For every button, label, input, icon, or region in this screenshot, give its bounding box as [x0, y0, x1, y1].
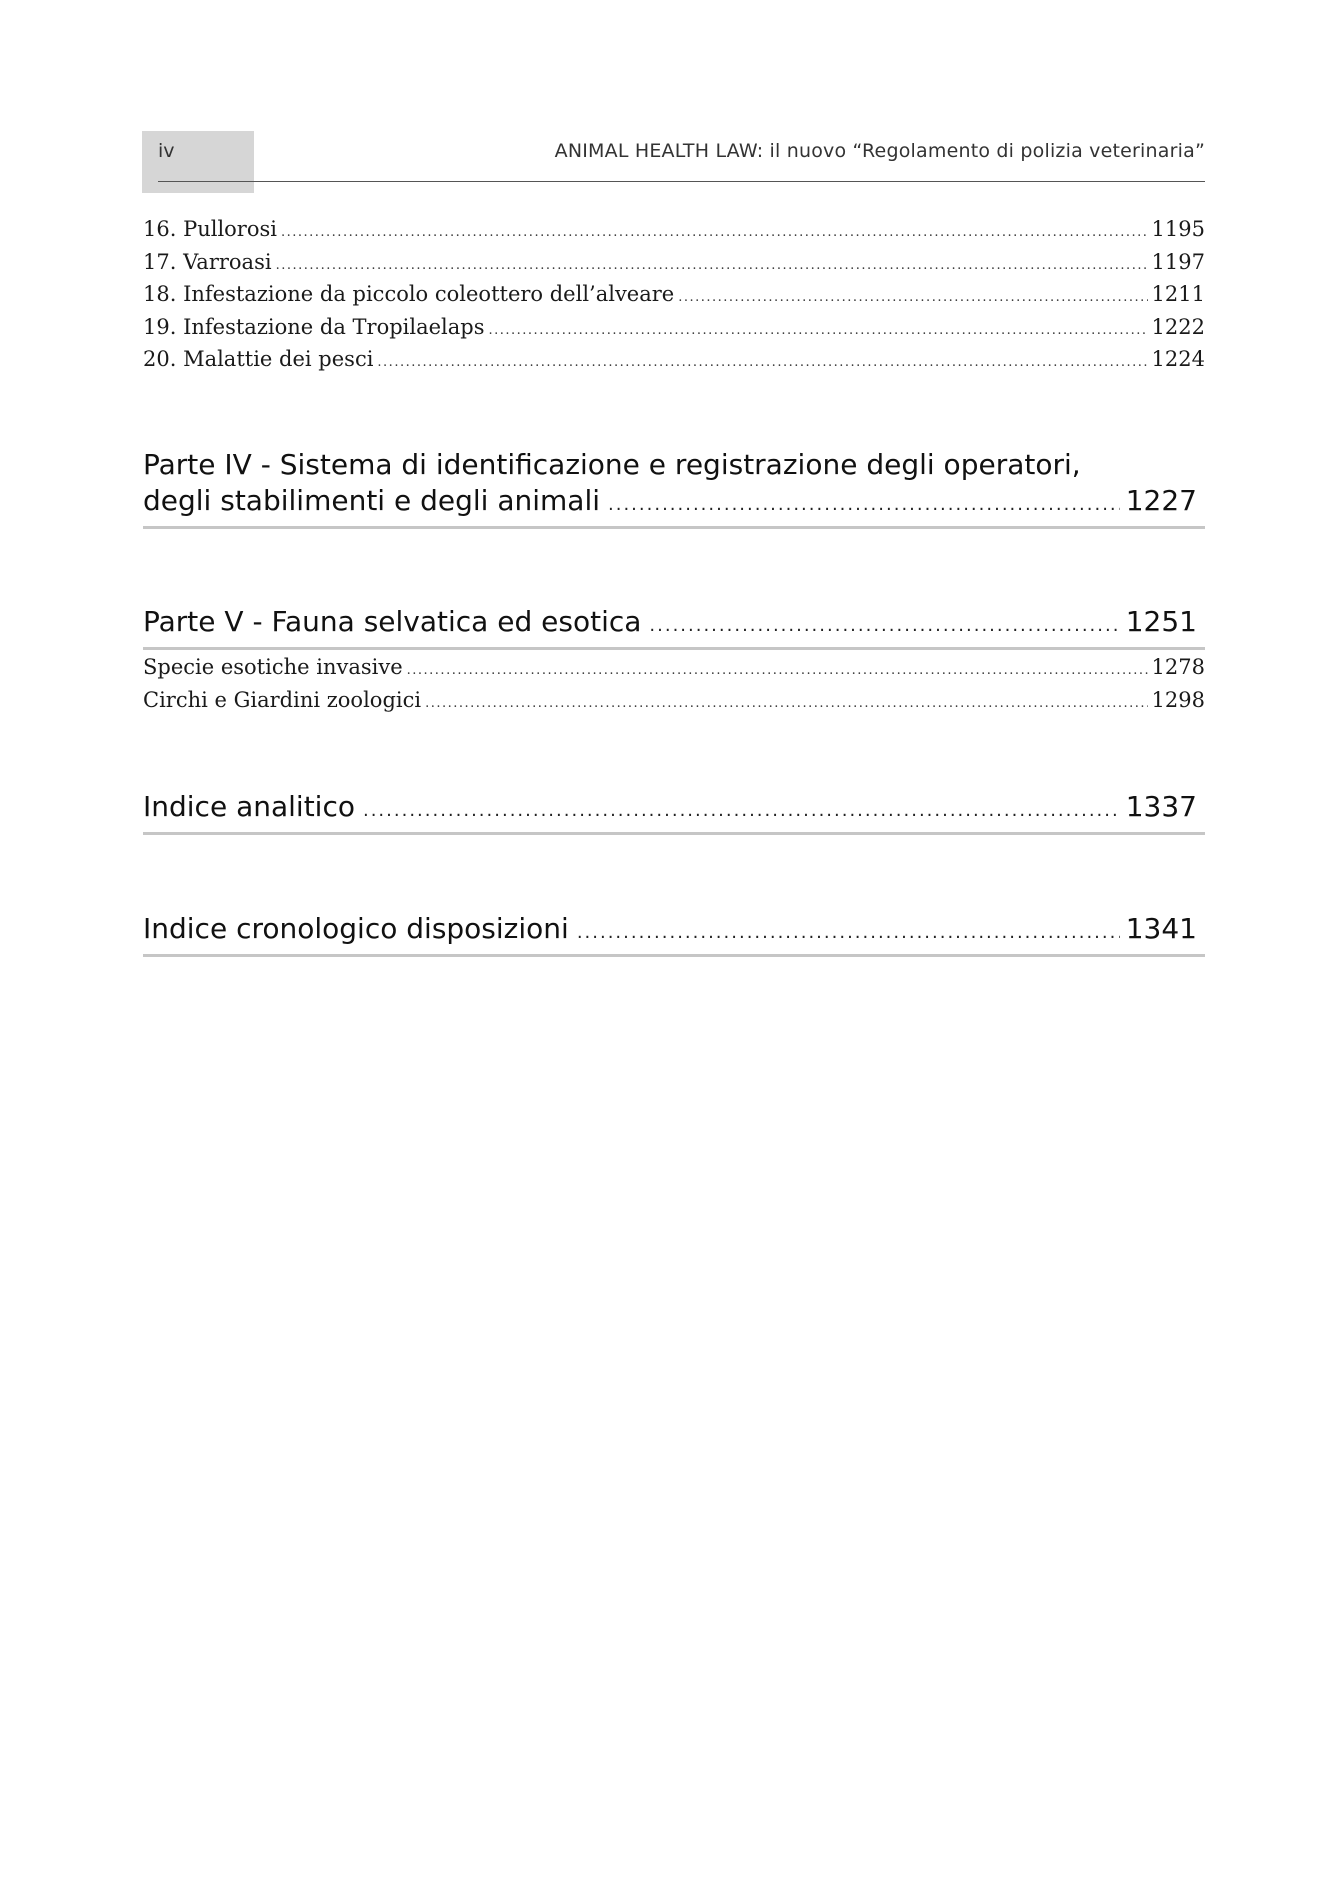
dot-leader: [678, 290, 1147, 305]
toc-list-part-v: [143, 655, 1205, 720]
toc-entry[interactable]: [143, 315, 1205, 348]
part-page: 1227: [1125, 484, 1197, 517]
index-heading: Indice analitico: [143, 790, 355, 823]
part-heading: Parte V - Fauna selvatica ed esotica: [143, 605, 642, 638]
index-underline: [143, 832, 1205, 835]
toc-entry-label: 19. Infestazione da Tropilaelaps: [143, 314, 485, 339]
part-heading-line2: degli stabilimenti e degli animali: [143, 484, 601, 517]
dot-leader: [577, 922, 1120, 943]
index-page: 1341: [1125, 912, 1197, 945]
toc-entry-page: 1197: [1151, 249, 1205, 274]
part-underline: [143, 526, 1205, 529]
toc-entry[interactable]: [143, 347, 1205, 380]
toc-part-iv[interactable]: [143, 448, 1205, 529]
toc-entry-page: 1222: [1151, 314, 1205, 339]
dot-leader: [407, 663, 1148, 678]
toc-entry-page: 1211: [1151, 282, 1205, 306]
toc-entry-page: 1298: [1151, 687, 1205, 712]
index-page: 1337: [1125, 790, 1197, 823]
dot-leader: [276, 258, 1148, 273]
dot-leader: [377, 355, 1147, 370]
toc-entry-page: 1195: [1151, 217, 1205, 241]
toc-entry[interactable]: [143, 282, 1205, 315]
toc-entry[interactable]: [143, 688, 1205, 721]
part-page: 1251: [1125, 605, 1197, 638]
toc-entry[interactable]: [143, 217, 1205, 250]
toc-entry-label: Circhi e Giardini zoologici: [143, 687, 422, 712]
dot-leader: [363, 800, 1120, 821]
toc-entry[interactable]: [143, 655, 1205, 688]
part-underline: [143, 647, 1205, 650]
index-underline: [143, 954, 1205, 957]
toc-entry-label: 17. Varroasi: [143, 249, 272, 274]
running-title: ANIMAL HEALTH LAW: il nuovo “Regolamento di polizia veterinaria”: [554, 140, 1205, 162]
page-number: iv: [158, 140, 175, 162]
header-rule: [158, 181, 1205, 182]
part-heading-line1: Parte IV - Sistema di identificazione e registrazione degli operatori,: [143, 448, 1081, 481]
toc-list-diseases: [143, 217, 1205, 380]
toc-indice-analitico[interactable]: [143, 790, 1205, 835]
toc-entry-label: 18. Infestazione da piccolo coleottero dell’alveare: [143, 282, 675, 306]
toc-indice-cronologico[interactable]: [143, 912, 1205, 957]
toc-part-v[interactable]: [143, 605, 1205, 650]
toc-entry-page: 1278: [1151, 655, 1205, 679]
toc-entry-label: 20. Malattie dei pesci: [143, 347, 374, 371]
dot-leader: [608, 494, 1120, 515]
dot-leader: [649, 615, 1119, 636]
dot-leader: [489, 323, 1148, 338]
dot-leader: [281, 225, 1148, 240]
index-heading: Indice cronologico disposizioni: [143, 912, 569, 945]
toc-entry-label: Specie esotiche invasive: [143, 655, 403, 679]
toc-entry-label: 16. Pullorosi: [143, 217, 277, 241]
dot-leader: [425, 696, 1147, 711]
toc-entry-page: 1224: [1151, 347, 1205, 371]
toc-entry[interactable]: [143, 250, 1205, 283]
